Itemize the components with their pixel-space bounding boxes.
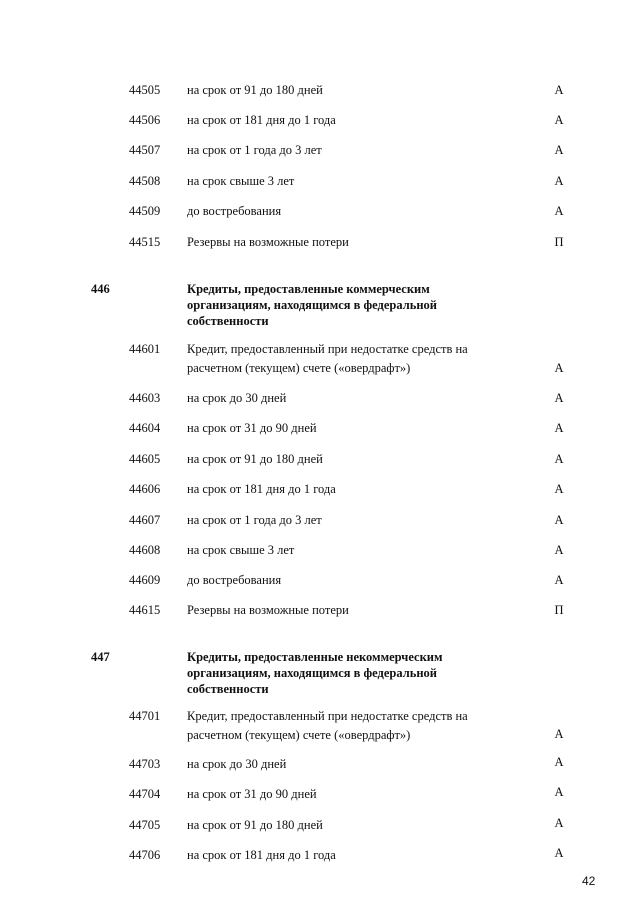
account-description: на срок от 181 дня до 1 года bbox=[187, 113, 336, 127]
account-code: 44701 bbox=[129, 709, 161, 723]
account-description: на срок от 1 года до 3 лет bbox=[187, 143, 322, 157]
account-code: 44506 bbox=[129, 113, 161, 127]
account-description: на срок от 91 до 180 дней bbox=[187, 452, 323, 466]
account-description: Резервы на возможные потери bbox=[187, 603, 349, 617]
account-type: А bbox=[554, 113, 564, 127]
account-type: А bbox=[554, 174, 564, 188]
account-code: 44608 bbox=[129, 543, 161, 557]
account-type: А bbox=[554, 421, 564, 435]
account-description: до востребования bbox=[187, 573, 282, 587]
account-type: А bbox=[554, 846, 564, 860]
account-description: на срок от 181 дня до 1 года bbox=[187, 482, 336, 496]
account-description: до востребования bbox=[187, 204, 282, 218]
account-code: 44607 bbox=[129, 513, 161, 527]
account-type: А bbox=[554, 204, 564, 218]
account-type: А bbox=[554, 391, 564, 405]
account-description: на срок от 31 до 90 дней bbox=[187, 787, 317, 801]
section-title: Кредиты, предоставленные некоммерческим организациям, находящимся в федеральной собственности bbox=[187, 650, 443, 696]
account-description: на срок от 91 до 180 дней bbox=[187, 818, 323, 832]
account-type: А bbox=[554, 573, 564, 587]
account-code: 44705 bbox=[129, 818, 161, 832]
account-type: А bbox=[554, 361, 564, 375]
account-type: А bbox=[554, 785, 564, 799]
account-code: 44605 bbox=[129, 452, 161, 466]
account-code: 44507 bbox=[129, 143, 161, 157]
account-description: на срок от 91 до 180 дней bbox=[187, 83, 323, 97]
account-description: на срок до 30 дней bbox=[187, 757, 287, 771]
account-type: А bbox=[554, 513, 564, 527]
account-code: 44606 bbox=[129, 482, 161, 496]
page-number: 42 bbox=[582, 874, 596, 888]
account-code: 44505 bbox=[129, 83, 161, 97]
account-code: 44604 bbox=[129, 421, 161, 435]
account-type: А bbox=[554, 816, 564, 830]
account-type: П bbox=[554, 235, 564, 249]
account-description: на срок свыше 3 лет bbox=[187, 174, 295, 188]
account-type: А bbox=[554, 543, 564, 557]
account-code: 44615 bbox=[129, 603, 161, 617]
account-description: на срок от 181 дня до 1 года bbox=[187, 848, 336, 862]
account-type: А bbox=[554, 727, 564, 741]
account-code: 44703 bbox=[129, 757, 161, 771]
account-type: П bbox=[554, 603, 564, 617]
account-description: на срок от 1 года до 3 лет bbox=[187, 513, 322, 527]
account-code: 44601 bbox=[129, 342, 161, 356]
account-description: на срок свыше 3 лет bbox=[187, 543, 295, 557]
account-description: Кредит, предоставленный при недостатке средств на расчетном (текущем) счете («овердрафт») bbox=[187, 342, 468, 375]
section-code: 447 bbox=[91, 650, 110, 664]
account-code: 44706 bbox=[129, 848, 161, 862]
account-type: А bbox=[554, 83, 564, 97]
account-type: А bbox=[554, 755, 564, 769]
account-code: 44603 bbox=[129, 391, 161, 405]
account-type: А bbox=[554, 482, 564, 496]
account-description: Резервы на возможные потери bbox=[187, 235, 349, 249]
account-description: на срок от 31 до 90 дней bbox=[187, 421, 317, 435]
account-code: 44515 bbox=[129, 235, 161, 249]
account-type: А bbox=[554, 143, 564, 157]
account-code: 44609 bbox=[129, 573, 161, 587]
account-code: 44508 bbox=[129, 174, 161, 188]
account-type: А bbox=[554, 452, 564, 466]
account-code: 44509 bbox=[129, 204, 161, 218]
section-title: Кредиты, предоставленные коммерческим организациям, находящимся в федеральной собственности bbox=[187, 282, 438, 328]
account-description: Кредит, предоставленный при недостатке средств на расчетном (текущем) счете («овердрафт») bbox=[187, 709, 468, 742]
account-code: 44704 bbox=[129, 787, 161, 801]
account-description: на срок до 30 дней bbox=[187, 391, 287, 405]
section-code: 446 bbox=[91, 282, 110, 296]
